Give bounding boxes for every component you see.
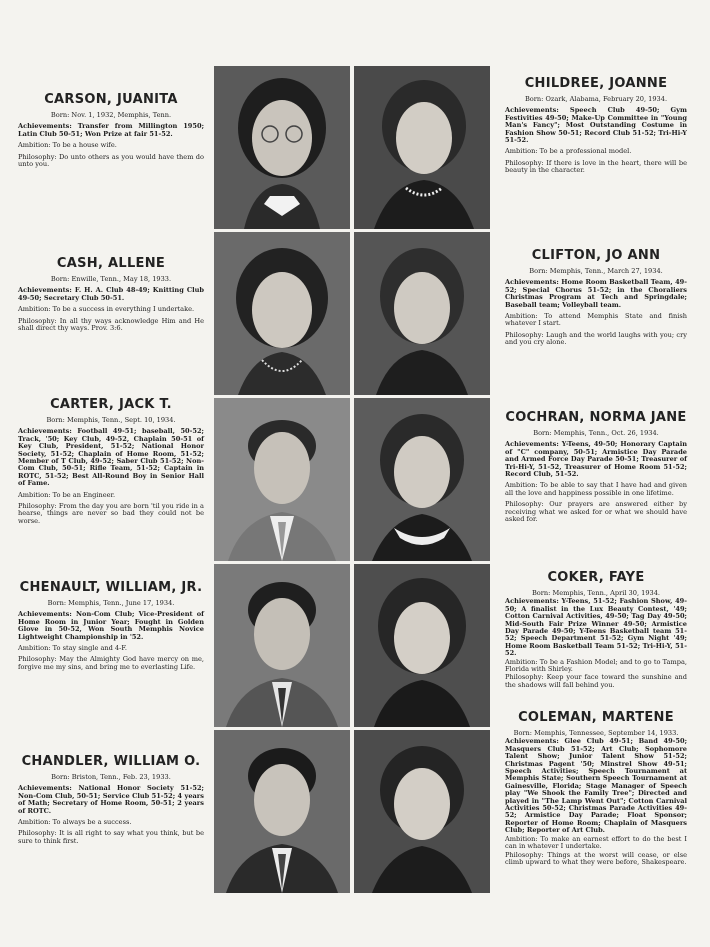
philosophy-text: Philosophy: Our prayers are answered either by receiving what we asked for or what we should have asked for. bbox=[505, 500, 687, 524]
ambition-text: Ambition: To make an earnest effort to do the best I can in whatever I undertake. bbox=[505, 834, 687, 851]
achievements-text: Achievements: F. H. A. Club 48-49; Knitting Club 49-50; Secretary Club 50-51. bbox=[18, 286, 204, 302]
achievements-text: Achievements: Football 49-51; baseball, 50-52; Track, '50; Key Club, 49-52, Chaplain 50-51 of Key Club, President, 51-52; National Honor Society, 51-52; Chaplain of Home Room, 51-52; Member of T Club, 49-52; Saber Club 51-52; Non-Com Club, 50-51; Rifle Team, 51-52; Captain in ROTC, 51-52; Best All-Round Boy in Senior Hall of Fame. bbox=[18, 427, 204, 488]
born-text: Born: Memphis, Tennessee, September 14, 1933. bbox=[513, 729, 679, 737]
entry-chandler bbox=[18, 754, 204, 849]
born-text: Born: Ozark, Alabama, February 20, 1934. bbox=[524, 95, 668, 103]
born-text: Born: Memphis, Tenn., Oct. 26, 1934. bbox=[533, 429, 659, 437]
entry-cash bbox=[18, 256, 204, 336]
philosophy-text: Philosophy: Things at the worst will cease, or else climb upward to what they were before, Shakespeare. bbox=[505, 850, 687, 866]
entry-carson bbox=[18, 92, 204, 172]
portrait-clifton bbox=[354, 232, 490, 395]
achievements-text: Achievements: Y-Teens, 51-52; Fashion Show, 49-50; A finalist in the Lux Beauty Contest, '49; Cotton Carnival Activities, 49-50; Tag Day 49-50; Mid-South Fair Prize Winner 49-50; Armistice Day Parade 49-50; Y-Teens Basketball team 51-52; Speech Department 51-52; Gym Night '49; Home Room Basketball Team 51-52; Tri-Hi-Y, 51-52. bbox=[505, 597, 687, 658]
student-name: CARSON, JUANITA bbox=[44, 92, 178, 107]
born-text: Born: Nov. 1, 1932, Memphis, Tenn. bbox=[50, 111, 172, 119]
entry-coleman bbox=[505, 710, 687, 867]
philosophy-text: Philosophy: Laugh and the world laughs with you; cry and you cry alone. bbox=[505, 330, 687, 347]
portrait-cochran bbox=[354, 398, 490, 561]
ambition-text: Ambition: To be a professional model. bbox=[505, 147, 632, 156]
ambition-text: Ambition: To be a success in everything I undertake. bbox=[18, 305, 195, 314]
philosophy-text: Philosophy: It is all right to say what you think, but be sure to think first. bbox=[18, 829, 204, 845]
student-name: CASH, ALLENE bbox=[56, 256, 166, 271]
student-name: COCHRAN, NORMA JANE bbox=[505, 410, 687, 425]
ambition-text: Ambition: To always be a success. bbox=[18, 818, 132, 827]
entry-carter bbox=[18, 397, 204, 529]
student-name: CHENAULT, WILLIAM, JR. bbox=[19, 580, 203, 595]
achievements-text: Achievements: Speech Club 49-50; Gym Festivities 49-50; Make-Up Committee in "Young Man's Fancy"; Most Outstanding Costume in Fashion Show 50-51; Record Club 51-52; Tri-Hi-Y 51-52. bbox=[505, 106, 687, 145]
portrait-carson bbox=[214, 66, 350, 229]
philosophy-text: Philosophy: In all thy ways acknowledge Him and He shall direct thy ways. Prov. 3:6. bbox=[18, 316, 204, 333]
student-name: COLEMAN, MARTENE bbox=[518, 710, 674, 725]
born-text: Born: Briston, Tenn., Feb. 23, 1933. bbox=[51, 773, 171, 781]
student-name: CHANDLER, WILLIAM O. bbox=[21, 754, 201, 769]
ambition-text: Ambition: To be a Fashion Model; and to go to Tampa, Florida with Shirley. bbox=[505, 657, 687, 674]
philosophy-text: Philosophy: May the Almighty God have mercy on me, forgive me my sins, and bring me to everlasting Life. bbox=[18, 655, 204, 671]
born-text: Born: Enwille, Tenn., May 18, 1933. bbox=[50, 275, 172, 283]
achievements-text: Achievements: Non-Com Club; Vice-President of Home Room in Junior Year; Fought in Golden Glove in 50-52, Won South Memphis Novice Lightweight Championship in '52. bbox=[18, 610, 204, 641]
student-name: CLIFTON, JO ANN bbox=[531, 248, 661, 263]
achievements-text: Achievements: Home Room Basketball Team, 49-52; Special Chorus 51-52; in the Choraliers Christmas Program at Tech and Springdale; Baseball team; Volleyball team. bbox=[505, 278, 687, 309]
philosophy-text: Philosophy: From the day you are born 'til you ride in a hearse, things are never so bad they could not be worse. bbox=[18, 502, 204, 525]
born-text: Born: Memphis, Tenn., March 27, 1934. bbox=[529, 267, 663, 275]
ambition-text: Ambition: To be able to say that I have had and given all the love and happiness possible in one lifetime. bbox=[505, 481, 687, 497]
portrait-chandler bbox=[214, 730, 350, 893]
entry-cochran bbox=[505, 410, 687, 527]
student-name: CARTER, JACK T. bbox=[50, 397, 172, 412]
achievements-text: Achievements: National Honor Society 51-52; Non-Com Club, 50-51; Service Club 51-52; 4 years of Math; Secretary of Home Room, 50-51; 2 years of ROTC. bbox=[18, 784, 204, 815]
born-text: Born: Memphis, Tenn., Sept. 10, 1934. bbox=[46, 416, 176, 424]
ambition-text: Ambition: To attend Memphis State and finish whatever I start. bbox=[505, 312, 687, 328]
student-name: COKER, FAYE bbox=[547, 570, 645, 585]
achievements-text: Achievements: Glee Club 49-51; Band 49-50; Masquers Club 51-52; Art Club; Sophomore Talent Show; Junior Talent Show 51-52; Christmas Pagent '50; Minstrel Show 49-51; Speech Activities; Speech Tournament at Memphis State; Southern Speech Tournament at Gainesville, Florida; Stage Manager of Speech play "We Shook the Family Tree"; Directed and played in "The Lamp Went Out"; Cotton Carnival Activities 50-52; Christmas Parade Activities 49-52; Armistice Day Parade; Float Sponsor; Reporter of Home Room; Chaplain of Masquers Club; Reporter of Art Club. bbox=[505, 737, 687, 835]
ambition-text: Ambition: To be an Engineer. bbox=[18, 490, 116, 499]
ambition-text: Ambition: To be a house wife. bbox=[18, 141, 117, 150]
student-name: CHILDREE, JOANNE bbox=[524, 76, 668, 91]
portrait-childree bbox=[354, 66, 490, 229]
entry-childree bbox=[505, 76, 687, 179]
philosophy-text: Philosophy: If there is love in the heart, there will be beauty in the character. bbox=[505, 158, 687, 175]
born-text: Born: Memphis, Tenn., April 30, 1934. bbox=[531, 589, 661, 597]
philosophy-text: Philosophy: Do unto others as you would have them do unto you. bbox=[18, 152, 204, 169]
portrait-carter bbox=[214, 398, 350, 561]
achievements-text: Achievements: Y-Teens, 49-50; Honorary Captain of "C" company, 50-51; Armistice Day Parade and Armed Force Day Parade 50-51; Treasurer of Tri-Hi-Y, 51-52, Treasurer of Home Room 51-52; Record Club, 51-52. bbox=[505, 440, 687, 479]
portrait-coleman bbox=[354, 730, 490, 893]
born-text: Born: Memphis, Tenn., June 17, 1934. bbox=[47, 599, 175, 607]
portrait-cash bbox=[214, 232, 350, 395]
entry-clifton bbox=[505, 248, 687, 351]
ambition-text: Ambition: To stay single and 4-F. bbox=[18, 644, 128, 653]
achievements-text: Achievements: Transfer from Millington 1950; Latin Club 50-51; Won Prize at fair 51-52. bbox=[18, 122, 204, 138]
philosophy-text: Philosophy: Keep your face toward the sunshine and the shadows will fall behind you. bbox=[505, 673, 687, 689]
entry-chenault bbox=[18, 580, 204, 675]
entry-coker bbox=[505, 570, 687, 690]
portrait-coker bbox=[354, 564, 490, 727]
portrait-chenault bbox=[214, 564, 350, 727]
